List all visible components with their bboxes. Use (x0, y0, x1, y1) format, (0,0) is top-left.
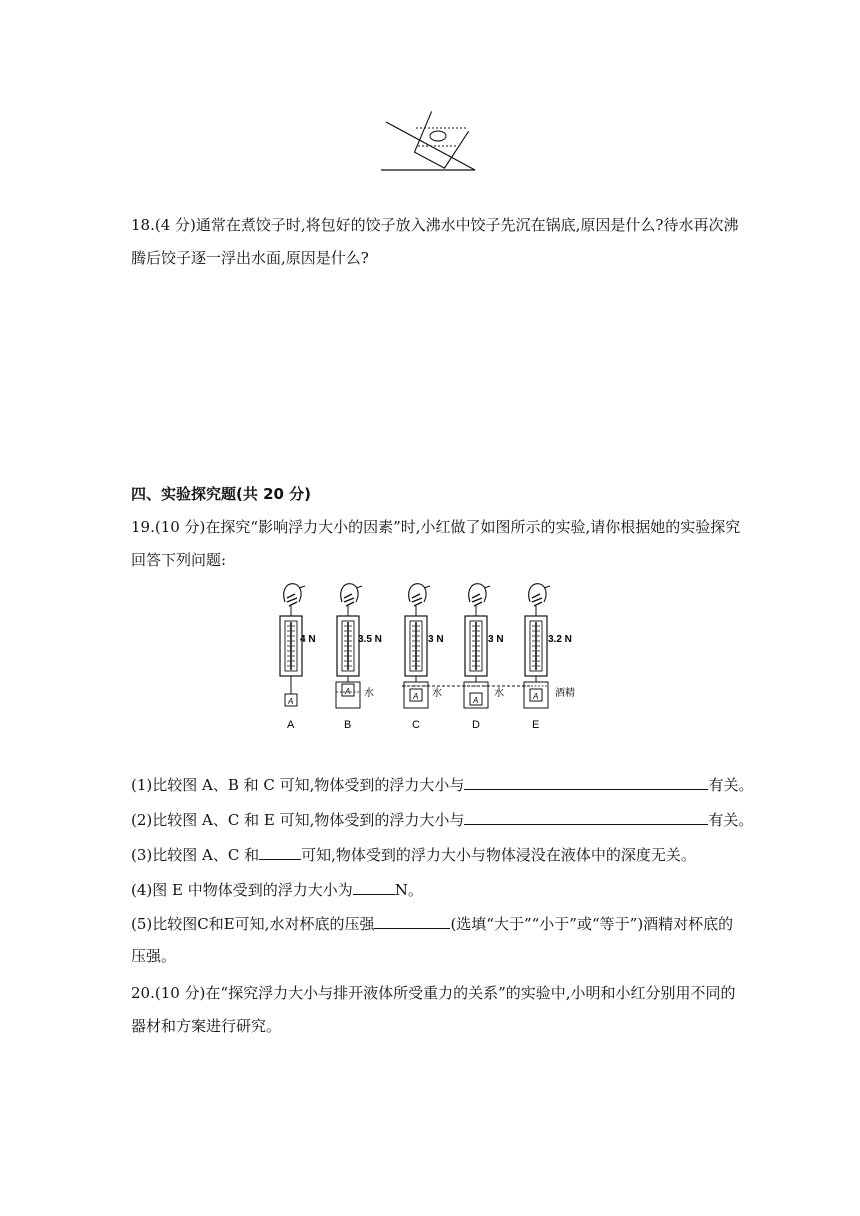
q19-sub5-line2: 压强。 (131, 947, 177, 965)
answer-blank-1[interactable] (464, 775, 708, 790)
object-label-e: A (533, 692, 539, 701)
q20-line2: 器材和方案进行研究。 (131, 1017, 282, 1035)
answer-blank-3[interactable] (259, 845, 301, 860)
object-label-c: A (413, 692, 419, 701)
q18-line1: 18.(4 分)通常在煮饺子时,将包好的饺子放入沸水中饺子先沉在锅底,原因是什么?待水再次沸 (131, 216, 739, 234)
q19-sub2-suffix: 有关。 (708, 811, 754, 829)
q19-sub5-text: (5)比较图C和E可知,水对杯底的压强 (131, 915, 375, 933)
q20-line1: 20.(10 分)在“探究浮力大小与排开液体所受重力的关系”的实验中,小明和小红分别用不同的 (131, 984, 736, 1002)
figure-label-e: E (532, 719, 540, 731)
q19-sub2-text: (2)比较图 A、C 和 E 可知,物体受到的浮力大小与 (131, 811, 465, 829)
q19-sub5-suffix: (选填“大于”“小于”或“等于”)酒精对杯底的 (450, 915, 734, 933)
q19-intro-line2: 回答下列问题: (131, 551, 227, 569)
q19-sub1-suffix: 有关。 (708, 776, 754, 794)
reading-e: 3.2 N (548, 634, 572, 645)
liquid-label-d: 水 (494, 688, 504, 699)
balance-e (524, 584, 550, 708)
answer-blank-4[interactable] (353, 880, 395, 895)
figure-label-a: A (287, 719, 295, 731)
liquid-label-c: 水 (432, 688, 442, 699)
reading-b: 3.5 N (358, 634, 382, 645)
object-label-b: A (345, 687, 351, 696)
incline-figure (378, 100, 478, 176)
answer-blank-5[interactable] (374, 914, 450, 929)
balance-c (404, 584, 430, 708)
reading-a: 4 N (300, 634, 316, 645)
q19-sub4-suffix: N。 (394, 881, 423, 899)
section-heading: 四、实验探究题(共 20 分) (131, 485, 312, 503)
floating-object (430, 131, 446, 141)
q19-sub5 (131, 914, 733, 934)
q18-line2: 腾后饺子逐一浮出水面,原因是什么? (131, 249, 369, 267)
q19-intro-line1: 19.(10 分)在探究“影响浮力大小的因素”时,小红做了如图所示的实验,请你根据她的实验探究 (131, 518, 741, 536)
answer-blank-2[interactable] (464, 810, 708, 825)
figure-label-d: D (472, 719, 480, 731)
q19-sub3 (131, 845, 696, 865)
q19-sub4 (131, 880, 423, 900)
q19-sub4-text: (4)图 E 中物体受到的浮力大小为 (131, 881, 353, 899)
reading-c: 3 N (428, 634, 444, 645)
object-label-d: A (473, 696, 479, 705)
reading-d: 3 N (488, 634, 504, 645)
figure-label-b: B (344, 719, 352, 731)
q19-sub3-suffix: 可知,物体受到的浮力大小与物体浸没在液体中的深度无关。 (301, 846, 696, 864)
q19-sub2 (131, 810, 753, 830)
figure-label-c: C (412, 719, 420, 731)
object-label-a: A (288, 697, 294, 706)
balance-d (464, 584, 490, 708)
q19-sub1 (131, 775, 753, 795)
spring-balance-figure (264, 578, 594, 738)
q19-sub3-text: (3)比较图 A、C 和 (131, 846, 260, 864)
q19-sub1-text: (1)比较图 A、B 和 C 可知,物体受到的浮力大小与 (131, 776, 465, 794)
liquid-label-e: 酒精 (555, 688, 575, 699)
liquid-label-b: 水 (364, 688, 374, 699)
